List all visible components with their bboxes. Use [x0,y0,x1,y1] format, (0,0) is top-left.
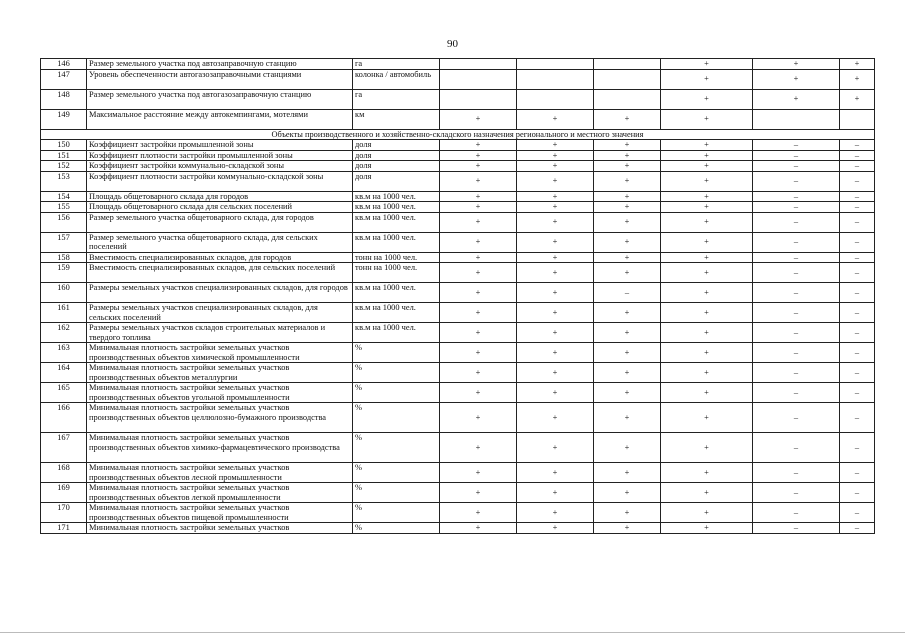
row-mark [594,69,661,89]
table-row [41,523,875,534]
row-mark: – [753,383,840,403]
row-unit: доля [353,161,440,172]
row-mark: + [661,171,753,191]
row-mark: + [594,191,661,202]
row-number: 171 [41,523,87,534]
row-mark: + [440,403,517,433]
row-name: Размер земельного участка под автозаправочную станцию [87,59,353,70]
row-mark: + [594,503,661,523]
row-mark: + [661,363,753,383]
row-mark: – [753,202,840,213]
row-unit: кв.м на 1000 чел. [353,283,440,303]
row-unit: % [353,403,440,433]
row-mark: + [517,161,594,172]
row-mark: – [753,263,840,283]
row-mark: + [440,109,517,129]
row-mark: + [440,503,517,523]
row-mark: – [840,503,875,523]
table-row [41,303,875,323]
row-unit: % [353,503,440,523]
row-number: 148 [41,89,87,109]
row-mark: – [840,323,875,343]
row-mark: + [440,323,517,343]
table-row [41,323,875,343]
row-number: 163 [41,343,87,363]
row-mark [753,109,840,129]
row-number: 157 [41,232,87,252]
row-mark: – [753,232,840,252]
row-mark: – [840,523,875,534]
row-mark [440,89,517,109]
row-mark: – [840,191,875,202]
row-mark [594,59,661,70]
row-mark: + [594,433,661,463]
row-unit: кв.м на 1000 чел. [353,232,440,252]
table-row [41,191,875,202]
table-row [41,503,875,523]
row-mark: + [517,363,594,383]
row-name: Вместимость специализированных складов, для городов [87,252,353,263]
row-mark: – [840,363,875,383]
row-name: Коэффициент застройки промышленной зоны [87,140,353,151]
row-mark: + [517,433,594,463]
table-row [41,161,875,172]
table-row [41,383,875,403]
row-mark: + [661,109,753,129]
page-number: 90 [447,38,458,50]
row-number: 150 [41,140,87,151]
row-mark: + [594,363,661,383]
table-row [41,463,875,483]
row-unit: кв.м на 1000 чел. [353,303,440,323]
row-mark: – [840,150,875,161]
row-mark: + [661,59,753,70]
row-name: Вместимость специализированных складов, для сельских поселений [87,263,353,283]
row-unit: кв.м на 1000 чел. [353,202,440,213]
row-mark: + [440,150,517,161]
row-name: Минимальная плотность застройки земельных участков производственных объектов химической промышленности [87,343,353,363]
row-mark: + [661,303,753,323]
row-mark: + [661,263,753,283]
row-unit: кв.м на 1000 чел. [353,191,440,202]
row-number: 158 [41,252,87,263]
row-mark: + [594,403,661,433]
row-unit: кв.м на 1000 чел. [353,323,440,343]
section-row [41,129,875,140]
row-mark: + [517,403,594,433]
row-mark [440,59,517,70]
row-number: 159 [41,263,87,283]
row-number: 156 [41,212,87,232]
row-number: 152 [41,161,87,172]
row-mark: + [661,191,753,202]
row-mark: – [840,283,875,303]
row-mark [517,59,594,70]
row-unit: % [353,383,440,403]
row-mark: + [594,523,661,534]
row-mark: – [753,363,840,383]
row-unit: тонн на 1000 чел. [353,263,440,283]
row-mark: – [753,303,840,323]
row-number: 161 [41,303,87,323]
row-mark: + [661,483,753,503]
row-mark: + [517,383,594,403]
row-number: 170 [41,503,87,523]
row-mark: + [661,232,753,252]
table-row [41,403,875,433]
row-name: Размер земельного участка под автогазозаправочную станцию [87,89,353,109]
row-mark: + [440,383,517,403]
row-mark: + [661,503,753,523]
row-mark [517,69,594,89]
row-mark: + [594,303,661,323]
table-row [41,140,875,151]
row-unit: % [353,363,440,383]
row-name: Коэффициент плотности застройки коммунально-складской зоны [87,171,353,191]
row-mark: – [840,483,875,503]
row-unit: тонн на 1000 чел. [353,252,440,263]
table-row [41,89,875,109]
row-mark: + [753,69,840,89]
row-name: Минимальная плотность застройки земельных участков производственных объектов целлюлозно-бумажного производства [87,403,353,433]
row-mark: – [753,150,840,161]
row-number: 164 [41,363,87,383]
row-mark: + [594,463,661,483]
row-mark: – [840,463,875,483]
row-unit: га [353,89,440,109]
row-number: 167 [41,433,87,463]
row-mark: + [440,191,517,202]
row-number: 146 [41,59,87,70]
row-mark: – [840,212,875,232]
row-mark: + [594,252,661,263]
row-mark: – [753,403,840,433]
row-number: 153 [41,171,87,191]
row-unit: доля [353,171,440,191]
row-mark: + [840,59,875,70]
row-mark: – [753,191,840,202]
row-mark: + [517,232,594,252]
row-mark: – [840,433,875,463]
row-mark: + [594,212,661,232]
table-row [41,252,875,263]
row-unit: доля [353,150,440,161]
row-mark: + [517,150,594,161]
row-mark: + [517,303,594,323]
row-mark: + [661,202,753,213]
row-name: Площадь общетоварного склада для городов [87,191,353,202]
row-mark: + [594,109,661,129]
row-number: 160 [41,283,87,303]
row-unit: % [353,343,440,363]
row-mark: – [840,161,875,172]
row-mark: + [661,252,753,263]
row-mark: + [440,212,517,232]
table-row [41,343,875,363]
row-mark: – [840,171,875,191]
table-row [41,363,875,383]
row-mark: + [440,303,517,323]
row-mark: – [753,212,840,232]
row-name: Минимальная плотность застройки земельных участков производственных объектов пищевой промышленности [87,503,353,523]
row-mark: – [840,303,875,323]
row-mark: – [753,171,840,191]
table-row [41,150,875,161]
row-mark: – [753,252,840,263]
row-mark: + [661,383,753,403]
row-mark: + [661,212,753,232]
row-name: Размеры земельных участков специализированных складов, для сельских поселений [87,303,353,323]
row-mark: + [440,161,517,172]
table-row [41,263,875,283]
row-name: Минимальная плотность застройки земельных участков производственных объектов химико-фармацевтического производства [87,433,353,463]
row-mark: + [594,383,661,403]
row-mark: + [594,343,661,363]
row-unit: % [353,483,440,503]
row-mark: + [753,59,840,70]
row-unit: колонка / автомобиль [353,69,440,89]
row-mark: + [517,343,594,363]
row-mark: + [840,69,875,89]
row-mark: – [840,383,875,403]
row-name: Размер земельного участка общетоварного склада, для городов [87,212,353,232]
row-mark [440,69,517,89]
row-unit: % [353,523,440,534]
row-mark: – [753,483,840,503]
row-mark: + [753,89,840,109]
row-name: Минимальная плотность застройки земельных участков производственных объектов лесной промышленности [87,463,353,483]
row-number: 149 [41,109,87,129]
row-mark: – [753,463,840,483]
row-mark: + [517,140,594,151]
row-name: Размеры земельных участков специализированных складов, для городов [87,283,353,303]
row-name: Площадь общетоварного склада для сельских поселений [87,202,353,213]
row-mark: – [840,140,875,151]
table-row [41,212,875,232]
row-mark: + [440,433,517,463]
row-mark: + [594,140,661,151]
row-mark [594,89,661,109]
row-number: 165 [41,383,87,403]
row-mark: + [517,191,594,202]
row-mark: + [440,232,517,252]
row-mark: – [594,283,661,303]
row-mark: + [517,171,594,191]
table-row [41,483,875,503]
row-number: 169 [41,483,87,503]
row-number: 168 [41,463,87,483]
row-unit: км [353,109,440,129]
row-mark: + [440,202,517,213]
row-name: Минимальная плотность застройки земельных участков производственных объектов угольной промышленности [87,383,353,403]
row-mark: + [517,109,594,129]
row-number: 162 [41,323,87,343]
row-mark: + [661,323,753,343]
row-mark: + [517,263,594,283]
row-mark: + [661,140,753,151]
row-mark: + [661,343,753,363]
row-mark: + [594,263,661,283]
row-name: Коэффициент застройки коммунально-складской зоны [87,161,353,172]
row-mark: + [661,69,753,89]
row-mark: – [840,252,875,263]
row-number: 166 [41,403,87,433]
row-mark [840,109,875,129]
row-mark: + [440,343,517,363]
row-mark: + [594,171,661,191]
row-mark: + [517,463,594,483]
row-mark: – [753,140,840,151]
table-row [41,202,875,213]
row-mark: + [440,263,517,283]
row-mark: + [517,202,594,213]
row-mark: + [594,161,661,172]
row-unit: % [353,433,440,463]
row-mark: + [517,252,594,263]
row-unit: % [353,463,440,483]
row-mark: + [594,232,661,252]
row-mark: – [753,523,840,534]
row-name: Минимальная плотность застройки земельных участков производственных объектов легкой промышленности [87,483,353,503]
row-mark: + [594,323,661,343]
row-name: Уровень обеспеченности автогазозаправочными станциями [87,69,353,89]
row-mark: + [440,283,517,303]
row-mark: – [840,202,875,213]
row-mark: + [440,463,517,483]
row-mark: – [753,433,840,463]
row-mark: + [594,202,661,213]
row-mark: + [440,483,517,503]
row-mark: – [840,232,875,252]
row-mark: – [753,323,840,343]
row-mark: – [840,263,875,283]
row-unit: доля [353,140,440,151]
row-mark: + [661,283,753,303]
row-mark: + [661,463,753,483]
row-mark: + [840,89,875,109]
row-name: Минимальная плотность застройки земельных участков производственных объектов металлургии [87,363,353,383]
table-row [41,171,875,191]
row-mark: – [840,403,875,433]
table-row [41,69,875,89]
row-name: Минимальная плотность застройки земельных участков [87,523,353,534]
scan-edge-bottom [0,632,905,633]
row-mark: + [661,89,753,109]
section-title: Объекты производственного и хозяйственно-складского назначения регионального и местного значения [41,129,875,140]
row-unit: кв.м на 1000 чел. [353,212,440,232]
row-name: Максимальное расстояние между автокемпингами, мотелями [87,109,353,129]
row-name: Коэффициент плотности застройки промышленной зоны [87,150,353,161]
row-mark: – [753,283,840,303]
row-number: 154 [41,191,87,202]
row-mark: – [753,503,840,523]
row-mark: + [661,150,753,161]
table-row [41,232,875,252]
row-mark: + [440,363,517,383]
row-mark: + [661,523,753,534]
row-mark: + [661,403,753,433]
table-row [41,433,875,463]
row-mark: + [440,171,517,191]
row-mark: + [594,483,661,503]
row-number: 155 [41,202,87,213]
row-name: Размер земельного участка общетоварного склада, для сельских поселений [87,232,353,252]
row-number: 151 [41,150,87,161]
row-name: Размеры земельных участков складов строительных материалов и твердого топлива [87,323,353,343]
row-mark: + [517,503,594,523]
row-mark: + [517,283,594,303]
row-mark: + [661,161,753,172]
row-mark: + [517,212,594,232]
row-mark: + [440,140,517,151]
table-row [41,109,875,129]
row-mark: + [517,483,594,503]
row-mark: + [440,252,517,263]
row-mark: – [753,343,840,363]
table-row [41,59,875,70]
row-unit: га [353,59,440,70]
norms-table [40,58,875,534]
row-mark: + [517,523,594,534]
table-row [41,283,875,303]
row-mark: + [594,150,661,161]
row-mark: – [840,343,875,363]
row-mark [517,89,594,109]
row-mark: – [753,161,840,172]
row-mark: + [440,523,517,534]
row-number: 147 [41,69,87,89]
row-mark: + [661,433,753,463]
row-mark: + [517,323,594,343]
